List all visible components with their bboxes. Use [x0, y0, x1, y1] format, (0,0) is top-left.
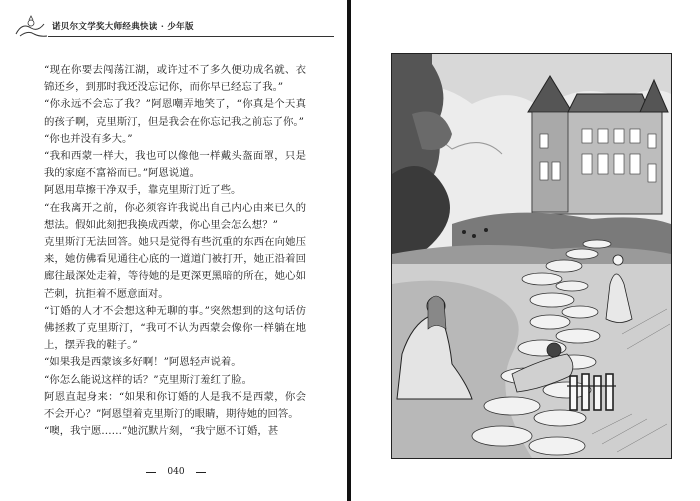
castle-garden-illustration	[391, 53, 672, 459]
header-ornament-icon	[14, 14, 48, 40]
header-title: 诺贝尔文学奖大师经典快读 · 少年版	[52, 22, 194, 32]
paragraph: “订婚的人才不会想这种无聊的事。”突然想到的这句话仿佛拯救了克里斯汀，“我可不认为西蒙会像你一样躺在地上，摆弄我的鞋子。”	[44, 304, 306, 352]
paragraph: 克里斯汀无法回答。她只是觉得有些沉重的东西在向她压来，她仿佛看见通往心底的一道道门被打开，她正沿着回廊往最深处走着，等待她的是更深更黑暗的所在，她心如芒刺，抗拒着不愿意面对。	[44, 236, 306, 300]
paragraph: “在我离开之前，你必须容许我说出自己内心由来已久的想法。假如此刻把我换成西蒙，你心里会怎么想？”	[44, 201, 306, 231]
left-page	[0, 0, 348, 501]
paragraph: “现在你要去闯荡江湖，或许过不了多久便功成名就、衣锦还乡，到那时我还没忘记你，而你早已经忘了我。”	[44, 64, 306, 94]
running-header	[14, 14, 334, 40]
paragraph: 阿恩直起身来：“如果和你订婚的人是我不是西蒙，你会不会开心？”阿恩望着克里斯汀的眼睛，期待她的回答。	[44, 390, 306, 421]
paragraph: “如果我是西蒙该多好啊！”阿恩轻声说着。	[44, 356, 242, 369]
paragraph: 阿恩用草擦干净双手，靠克里斯汀近了些。	[44, 184, 242, 197]
paragraph: “我和西蒙一样大，我也可以像他一样戴头盔面罩，只是我的家庭不富裕而已。”阿恩说道。	[44, 150, 306, 180]
page-number: 040	[144, 465, 208, 479]
right-page	[351, 0, 700, 501]
header-rule	[48, 36, 334, 37]
body-text	[44, 62, 306, 440]
paragraph: “你也并没有多大。”	[44, 132, 133, 145]
paragraph: “噢，我宁愿……”她沉默片刻，“我宁愿不订婚，甚	[44, 425, 279, 438]
paragraph: “你怎么能说这样的话？”克里斯汀羞红了脸。	[44, 373, 253, 386]
illustration-drawing	[392, 54, 671, 458]
paragraph: “你永远不会忘了我？”阿恩嘲弄地笑了，“你真是个天真的孩子啊，克里斯汀，但是我会在你忘记我之前忘了你。”	[44, 98, 306, 128]
